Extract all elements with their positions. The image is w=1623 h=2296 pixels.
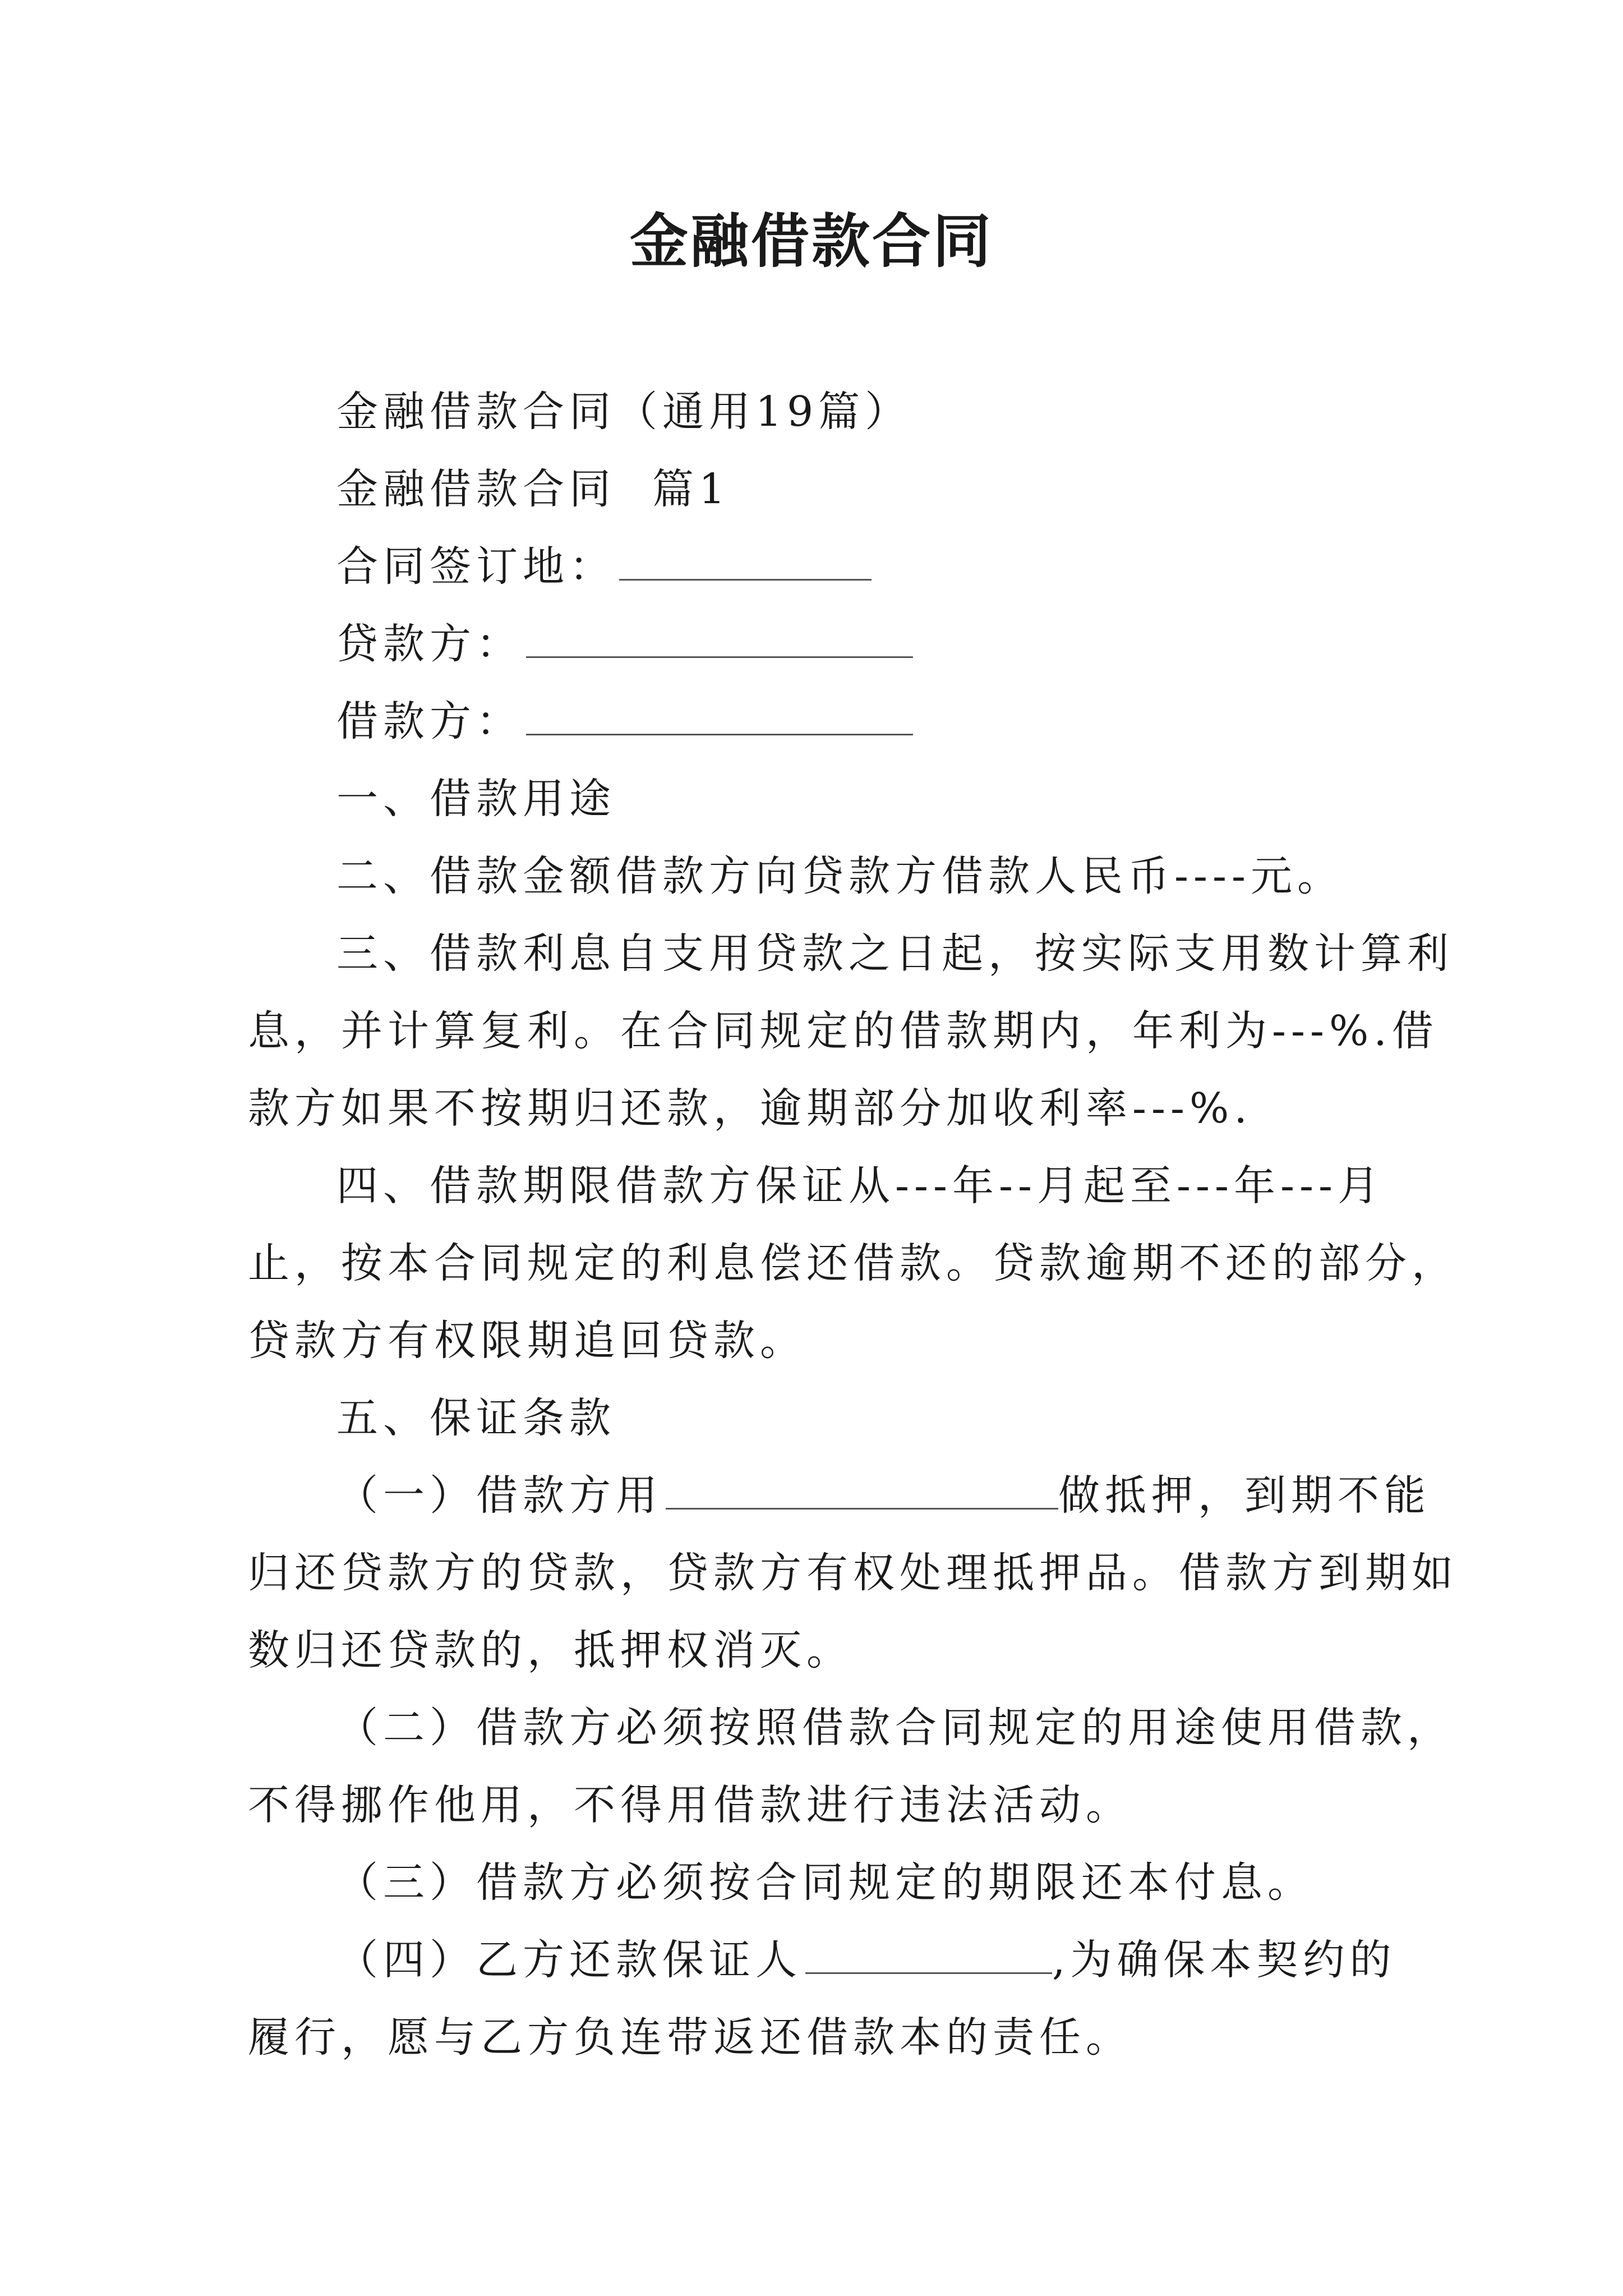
collateral-blank — [666, 1473, 1058, 1510]
guarantee-2-line-1: （二）借款方必须按照借款合同规定的用途使用借款， — [336, 1704, 1454, 1752]
clause-1-purpose: 一、借款用途 — [336, 775, 616, 823]
clause-5-heading: 五、保证条款 — [336, 1394, 616, 1442]
guarantee-4-text-post: ,为确保本契约的 — [1052, 1936, 1396, 1984]
guarantee-1-line-1 — [336, 1467, 1431, 1524]
guarantee-2-line-2: 不得挪作他用，不得用借款进行违法活动。 — [248, 1781, 1132, 1829]
signing-place-blank — [619, 544, 872, 581]
document-title: 金融借款合同 — [629, 206, 993, 275]
lender-field — [336, 616, 913, 672]
clause-3-line-2: 息，并计算复利。在合同规定的借款期内，年利为---%.借 — [248, 1007, 1438, 1055]
clause-2-amount: 二、借款金额借款方向贷款方借款人民币----元。 — [336, 852, 1344, 900]
clause-3-line-3: 款方如果不按期归还款，逾期部分加收利率---%. — [248, 1084, 1252, 1133]
guarantee-1-text-pre: （一）借款方用 — [336, 1471, 662, 1520]
guarantee-4-line-1 — [336, 1932, 1396, 1988]
guarantee-4-text-pre: （四）乙方还款保证人 — [336, 1936, 802, 1984]
guarantee-1-line-3: 数归还贷款的，抵押权消灭。 — [248, 1626, 853, 1674]
clause-4-line-2: 止，按本合同规定的利息偿还借款。贷款逾期不还的部分， — [248, 1239, 1458, 1287]
signing-place-label: 合同签订地： — [336, 542, 616, 591]
signing-place-field — [336, 539, 872, 595]
guarantee-1-text-post: 做抵押，到期不能 — [1058, 1471, 1431, 1520]
clause-4-line-1: 四、借款期限借款方保证从---年--月起至---年---月 — [336, 1162, 1385, 1210]
section-heading: 金融借款合同 篇1 — [336, 465, 731, 513]
borrower-label: 借款方： — [336, 697, 523, 746]
guarantee-3: （三）借款方必须按合同规定的期限还本付息。 — [336, 1858, 1314, 1907]
guarantee-1-line-2: 归还贷款方的贷款，贷款方有权处理抵押品。借款方到期如 — [248, 1549, 1458, 1597]
clause-3-line-1: 三、借款利息自支用贷款之日起，按实际支用数计算利 — [336, 930, 1454, 978]
borrower-field — [336, 693, 913, 749]
guarantee-4-line-2: 履行，愿与乙方负连带返还借款本的责任。 — [248, 2013, 1132, 2062]
lender-label: 贷款方： — [336, 620, 523, 668]
document-subtitle: 金融借款合同（通用19篇） — [336, 388, 912, 436]
guarantor-blank — [805, 1938, 1052, 1974]
clause-4-line-3: 贷款方有权限期追回贷款。 — [248, 1317, 806, 1365]
lender-blank — [526, 622, 913, 658]
borrower-blank — [526, 699, 913, 735]
